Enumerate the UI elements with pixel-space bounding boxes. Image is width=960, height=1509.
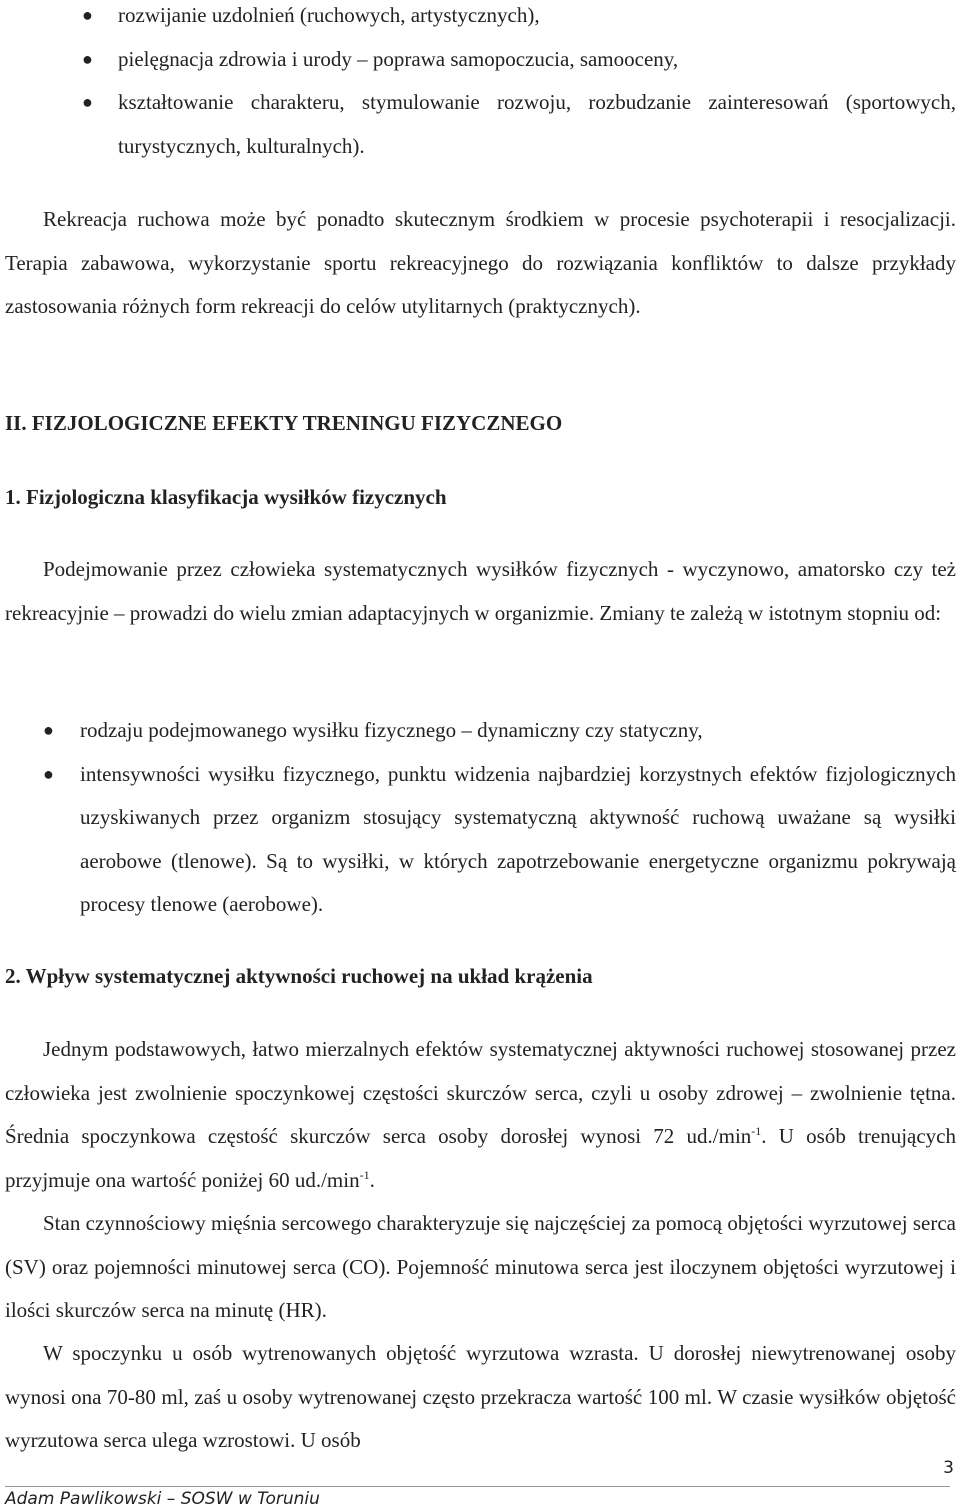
list-item-text: rodzaju podejmowanego wysiłku fizycznego – dynamiczny czy statyczny, [80,718,703,742]
bullet-icon: ● [82,92,93,112]
list-item-text: rozwijanie uzdolnień (ruchowych, artystycznych), [118,3,540,27]
page-number: 3 [943,1458,954,1478]
paragraph-stan [5,1202,956,1333]
paragraph-text: Stan czynnościowy mięśnia sercowego charakteryzuje się najczęściej za pomocą objętości wyrzutowej serca (SV) oraz pojemności minutowej serca (CO). Pojemność minutowa serca jest iloczynem objętości wyrzutowej i ilości skurczów serca na minutę (HR). [5,1211,956,1322]
list-item-text: intensywności wysiłku fizycznego, punktu widzenia najbardziej korzystnych efektów fizjologicznych uzyskiwanych przez organizm stosujący systematyczną aktywność ruchową uważane są wysiłki aerobowe (tlenowe). Są to wysiłki, w których zapotrzebowanie energetyczne organizmu pokrywają procesy tlenowe (aerobowe). [80,761,956,916]
paragraph-text: . U osób trenujących przyjmuje ona wartość poniżej 60 ud./min [5,1124,956,1192]
paragraph-wysilki [5,548,956,635]
section-heading: II. FIZJOLOGICZNE EFEKTY TRENINGU FIZYCZNEGO [5,411,563,435]
list-item [82,38,956,82]
bullet-icon: ● [82,5,93,25]
footer-author: Adam Pawlikowski – SOSW w Toruniu [5,1489,320,1509]
factor-bullet-list [43,709,956,927]
paragraph-text: W spoczynku u osób wytrenowanych objętość wyrzutowa wzrasta. U dorosłej niewytrenowanej osoby wynosi ona 70-80 ml, zaś u osoby wytrenowanej często przekracza wartość 100 ml. W czasie wysiłków objętość wyrzutowa serca ulega wzrostowi. U osób [5,1341,956,1452]
paragraph-text: Podejmowanie przez człowieka systematycznych wysiłków fizycznych - wyczynowo, amatorsko czy też rekreacyjnie – prowadzi do wielu zmian adaptacyjnych w organizmie. Zmiany te zależą w istotnym stopniu od: [5,557,956,625]
bullet-icon: ● [43,763,54,784]
subheading-classification: 1. Fizjologiczna klasyfikacja wysiłków fizycznych [5,485,447,509]
superscript: -1 [751,1124,762,1138]
footer-divider [5,1486,950,1487]
list-item [43,709,956,753]
paragraph-spoczynek [5,1332,956,1463]
list-item-text: pielęgnacja zdrowia i urody – poprawa samopoczucia, samooceny, [118,46,679,71]
list-item [43,753,956,927]
paragraph-text: . [369,1167,375,1192]
paragraph-text: Jednym podstawowych, łatwo mierzalnych efektów systematycznej aktywności ruchowej stosowanej przez człowieka jest zwolnienie spoczynkowej częstości skurczów serca, czyli u osoby zdrowej – zwolnienie tętna. Średnia spoczynkowa częstość skurczów serca osoby dorosłej wynosi 72 ud./min [5,1037,956,1148]
superscript: -1 [359,1167,370,1182]
list-item [82,81,956,168]
list-item-text: kształtowanie charakteru, stymulowanie rozwoju, rozbudzanie zainteresowań (sportowych, turystycznych, kulturalnych). [118,90,956,158]
bullet-icon: ● [43,720,54,740]
bullet-icon: ● [82,48,93,69]
list-item [82,0,956,38]
paragraph-rekreacja [5,198,956,329]
subheading-circulation: 2. Wpływ systematycznej aktywności ruchowej na układ krążenia [5,964,593,988]
paragraph-text: Rekreacja ruchowa może być ponadto skutecznym środkiem w procesie psychoterapii i resocjalizacji. Terapia zabawowa, wykorzystanie sportu rekreacyjnego do rozwiązania konfliktów to dalsze przykłady zastosowania różnych form rekreacji do celów utylitarnych (praktycznych). [5,207,956,318]
paragraph-krazenie [5,1028,956,1202]
top-bullet-list [82,0,956,168]
